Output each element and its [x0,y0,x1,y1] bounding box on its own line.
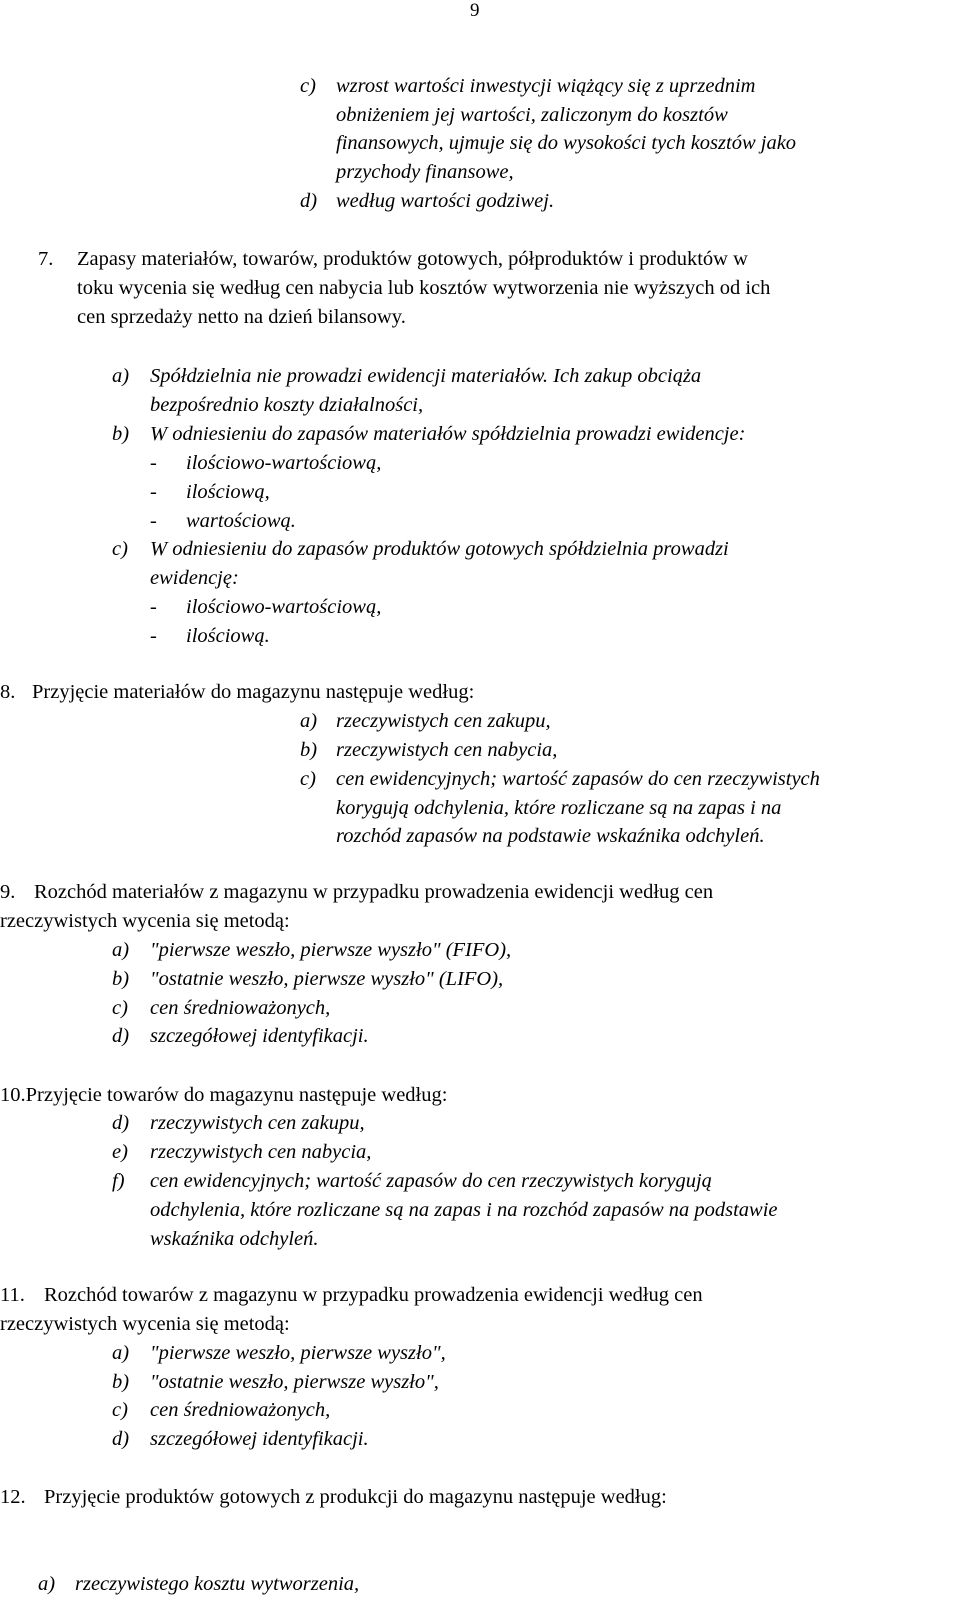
item-8-number: 8. [0,681,16,703]
item-7b-bullet-1: ilościowo-wartościową, [186,452,382,474]
item-10-line [0,1081,447,1110]
item-9-number: 9. [0,881,16,903]
item-7-line-3: cen sprzedaży netto na dzień bilansowy. [77,306,406,328]
item-7b-text: W odniesieniu do zapasów materiałów spółdzielnia prowadzi ewidencje: [150,423,746,445]
item-7-line-2: toku wycenia się według cen nabycia lub kosztów wytworzenia nie wyższych od ich [77,277,771,299]
item-11a-label: a) [112,1342,130,1364]
item-8c-label: c) [300,768,316,790]
item-10-text: Przyjęcie towarów do magazynu następuje według: [25,1084,448,1106]
item-9d-text: szczegółowej identyfikacji. [150,1025,369,1047]
item-10d-text: rzeczywistych cen zakupu, [150,1112,365,1134]
item-7-line-1: Zapasy materiałów, towarów, produktów gotowych, półproduktów i produktów w [77,248,748,270]
item-9a-label: a) [112,939,130,961]
bullet-dash: - [150,625,157,647]
item-7c-label: c) [112,538,128,560]
item-10e-text: rzeczywistych cen nabycia, [150,1141,372,1163]
item-8-text: Przyjęcie materiałów do magazynu następuje według: [32,681,475,703]
item-7c-text: W odniesieniu do zapasów produktów gotowych spółdzielnia prowadzi [150,538,729,560]
item-7a-rest: Ich zakup obciąża [548,365,702,387]
item-11d-label: d) [112,1428,130,1450]
item-7-number: 7. [38,248,54,270]
item-7a-line-2: bezpośrednio koszty działalności, [150,394,424,416]
item-11c-text: cen średnioważonych, [150,1399,331,1421]
item-11d-text: szczegółowej identyfikacji. [150,1428,369,1450]
item-7c-line-2: ewidencję: [150,567,239,589]
top-c-line-1: wzrost wartości inwestycji wiążący się z uprzednim [336,75,756,97]
item-10f-label: f) [112,1170,125,1192]
item-9c-text: cen średnioważonych, [150,997,331,1019]
top-c-line-3: finansowych, ujmuje się do wysokości tych kosztów jako [336,132,797,154]
top-c-line-4: przychody finansowe, [336,161,514,183]
item-9c-label: c) [112,997,128,1019]
item-11-line-2: rzeczywistych wycenia się metodą: [0,1313,290,1335]
item-9b-text: "ostatnie weszło, pierwsze wyszło" (LIFO), [150,968,504,990]
item-10e-label: e) [112,1141,128,1163]
item-7b-bullet-2: ilościową, [186,481,270,503]
item-7b-bullet-3: wartościową. [186,510,296,532]
item-12-text: Przyjęcie produktów gotowych z produkcji do magazynu następuje według: [44,1486,667,1508]
item-9d-label: d) [112,1025,130,1047]
item-7a-label: a) [112,365,130,387]
item-7c-bullet-1: ilościowo-wartościową, [186,596,382,618]
item-7a-line-1 [150,362,701,391]
item-9a-text: "pierwsze weszło, pierwsze wyszło" (FIFO), [150,939,512,961]
item-10f-line-2: odchylenia, które rozliczane są na zapas i na rozchód zapasów na podstawie [150,1199,778,1221]
item-8c-line-3: rozchód zapasów na podstawie wskaźnika odchyleń. [336,825,765,847]
item-10f-line-1: cen ewidencyjnych; wartość zapasów do cen rzeczywistych korygują [150,1170,712,1192]
item-8b-text: rzeczywistych cen nabycia, [336,739,558,761]
item-11b-label: b) [112,1371,130,1393]
item-9-text: Rozchód materiałów z magazynu w przypadku prowadzenia ewidencji według cen [34,881,714,903]
item-8c-line-1: cen ewidencyjnych; wartość zapasów do cen rzeczywistych [336,768,820,790]
item-10-number: 10. [0,1084,26,1106]
item-11a-text: "pierwsze weszło, pierwsze wyszło", [150,1342,446,1364]
item-8c-line-2: korygują odchylenia, które rozliczane są na zapas i na [336,797,782,819]
item-12a-text: rzeczywistego kosztu wytworzenia, [75,1573,360,1595]
item-8a-label: a) [300,710,318,732]
top-c-line-2: obniżeniem jej wartości, zaliczonym do kosztów [336,104,728,126]
bullet-dash: - [150,481,157,503]
item-12-number: 12. [0,1486,26,1508]
item-11b-text: "ostatnie weszło, pierwsze wyszło", [150,1371,439,1393]
bullet-dash: - [150,452,157,474]
item-8a-text: rzeczywistych cen zakupu, [336,710,551,732]
item-10d-label: d) [112,1112,130,1134]
page-number: 9 [470,0,480,21]
bullet-dash: - [150,596,157,618]
item-9-line-2: rzeczywistych wycenia się metodą: [0,910,290,932]
item-12a-label: a) [38,1573,56,1595]
item-10f-line-3: wskaźnika odchyleń. [150,1228,319,1250]
item-11c-label: c) [112,1399,128,1421]
top-d-text: według wartości godziwej. [336,190,555,212]
item-7a-italic: Spółdzielnia nie prowadzi ewidencji materiałów. [150,365,549,387]
item-7c-bullet-2: ilościową. [186,625,270,647]
item-11-text: Rozchód towarów z magazynu w przypadku prowadzenia ewidencji według cen [44,1284,703,1306]
list-label-d: d) [300,190,318,212]
item-11-number: 11. [0,1284,25,1306]
item-7b-label: b) [112,423,130,445]
list-label-c: c) [300,75,316,97]
item-9b-label: b) [112,968,130,990]
bullet-dash: - [150,510,157,532]
item-8b-label: b) [300,739,318,761]
